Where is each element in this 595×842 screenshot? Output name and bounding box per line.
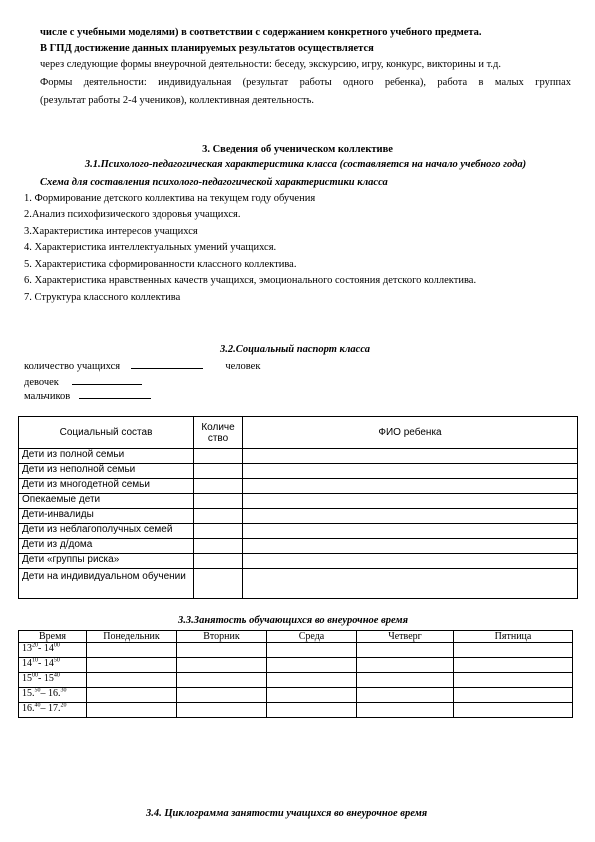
table-row: [19, 494, 578, 509]
count-cell[interactable]: [194, 554, 243, 569]
scheme-item-7: 7. Структура классного коллектива: [24, 292, 181, 303]
count-cell[interactable]: [194, 539, 243, 554]
intro-line-3: через следующие формы внеурочной деятельности: беседу, экскурсию, игру, конкурс, викторины и т.д.: [40, 59, 501, 70]
name-cell[interactable]: [243, 539, 578, 554]
name-cell[interactable]: [243, 554, 578, 569]
schedule-cell[interactable]: [357, 673, 454, 688]
count-cell[interactable]: [194, 509, 243, 524]
time-slot-cell: 15.50– 16.30: [19, 688, 87, 703]
intro-line-5: (результат работы 2-4 учеников), коллективная деятельность.: [40, 95, 314, 106]
time-slot-cell: $15^{00}-$ $15^{40}$: [19, 673, 87, 688]
schedule-cell[interactable]: [87, 643, 177, 658]
schedule-cell[interactable]: [454, 703, 573, 718]
schedule-cell[interactable]: [177, 688, 267, 703]
schedule-cell[interactable]: [177, 673, 267, 688]
table-row: [19, 524, 578, 539]
name-cell[interactable]: [243, 479, 578, 494]
name-cell[interactable]: [243, 524, 578, 539]
section-3-title: 3. Сведения об ученическом коллективе: [202, 144, 393, 155]
header-thursday: Четверг: [357, 631, 454, 643]
count-cell[interactable]: [194, 494, 243, 509]
schedule-cell[interactable]: [177, 643, 267, 658]
schedule-cell[interactable]: [454, 673, 573, 688]
section-3-3-title: 3.3.Занятость обучающихся во внеурочное время: [178, 615, 408, 626]
social-passport-header-row: [19, 417, 578, 449]
girls-count-row: [24, 374, 142, 389]
header-wednesday: Среда: [267, 631, 357, 643]
count-cell[interactable]: [194, 479, 243, 494]
social-category-cell: Дети из неполной семьи: [19, 464, 194, 479]
name-cell[interactable]: [243, 494, 578, 509]
social-category-cell: Дети из многодетной семьи: [19, 479, 194, 494]
name-cell[interactable]: [243, 449, 578, 464]
table-row: [19, 464, 578, 479]
schedule-cell[interactable]: [357, 703, 454, 718]
girls-label: девочек: [24, 377, 59, 388]
section-3-1-subtitle: 3.1.Психолого-педагогическая характеристика класса (составляется на начало учебного года): [84, 159, 527, 170]
table-row: [19, 479, 578, 494]
social-category-cell: Дети из неблагополучных семей: [19, 524, 194, 539]
table-row: [19, 643, 573, 658]
intro-line-2: В ГПД достижение данных планируемых результатов осуществляется: [40, 43, 374, 54]
schedule-cell[interactable]: [267, 643, 357, 658]
header-social-composition: Социальный состав: [19, 417, 194, 449]
social-category-cell: Опекаемые дети: [19, 494, 194, 509]
boys-count-blank[interactable]: [79, 388, 151, 399]
header-count: Количе ство: [194, 417, 243, 449]
scheme-item-3: 3.Характеристика интересов учащихся: [24, 226, 198, 237]
name-cell[interactable]: [243, 509, 578, 524]
header-tuesday: Вторник: [177, 631, 267, 643]
schedule-cell[interactable]: [267, 658, 357, 673]
schedule-cell[interactable]: [267, 688, 357, 703]
table-row: [19, 703, 573, 718]
section-3-4-title: 3.4. Циклограмма занятости учащихся во внеурочное время: [146, 808, 428, 819]
scheme-item-6: 6. Характеристика нравственных качеств учащихся, эмоционального состояния детского коллектива.: [24, 275, 477, 286]
scheme-item-1: 1. Формирование детского коллектива на текущем году обучения: [24, 193, 316, 204]
schedule-cell[interactable]: [357, 643, 454, 658]
time-slot-cell: $14^{10}-$ $14^{50}$: [19, 658, 87, 673]
boys-count-row: [24, 388, 151, 403]
social-category-cell: Дети из д/дома: [19, 539, 194, 554]
scheme-item-2: 2.Анализ психофизического здоровья учащихся.: [24, 209, 241, 220]
scheme-item-5: 5. Характеристика сформированности классного коллектива.: [24, 259, 297, 270]
schedule-cell[interactable]: [177, 703, 267, 718]
header-child-name: ФИО ребенка: [243, 417, 578, 449]
schedule-cell[interactable]: [87, 703, 177, 718]
student-count-blank[interactable]: [131, 358, 203, 369]
schedule-header-row: [19, 631, 573, 643]
student-count-row: [24, 358, 260, 373]
schedule-cell[interactable]: [357, 688, 454, 703]
table-row: [19, 539, 578, 554]
schedule-cell[interactable]: [87, 658, 177, 673]
table-row: [19, 569, 578, 599]
table-row: [19, 554, 578, 569]
schedule-cell[interactable]: [454, 643, 573, 658]
header-time: Время: [19, 631, 87, 643]
schedule-cell[interactable]: [267, 703, 357, 718]
scheme-title: Схема для составления психолого-педагогической характеристики класса: [40, 177, 388, 188]
name-cell[interactable]: [243, 569, 578, 599]
table-row: [19, 509, 578, 524]
schedule-cell[interactable]: [454, 688, 573, 703]
social-category-cell: Дети из полной семьи: [19, 449, 194, 464]
table-row: [19, 688, 573, 703]
schedule-cell[interactable]: [87, 673, 177, 688]
count-cell[interactable]: [194, 464, 243, 479]
social-category-cell: Дети «группы риска»: [19, 554, 194, 569]
intro-line-4: Формы деятельности: индивидуальная (результат работы одного ребенка), работа в малых группах: [40, 77, 571, 88]
schedule-table: [18, 630, 573, 718]
girls-count-blank[interactable]: [72, 374, 142, 385]
header-monday: Понедельник: [87, 631, 177, 643]
count-cell[interactable]: [194, 449, 243, 464]
time-slot-cell: $13^{20}-$ $14^{00}$: [19, 643, 87, 658]
table-row: [19, 658, 573, 673]
intro-line-1: числе с учебными моделями) в соответствии с содержанием конкретного учебного предмета.: [40, 27, 482, 38]
boys-label: мальчиков: [24, 391, 71, 402]
student-count-label: количество учащихся: [24, 361, 121, 372]
schedule-cell[interactable]: [267, 673, 357, 688]
social-category-cell: Дети на индивидуальном обучении: [19, 569, 194, 599]
schedule-cell[interactable]: [454, 658, 573, 673]
student-count-unit: человек: [225, 361, 261, 372]
table-row: [19, 673, 573, 688]
count-cell[interactable]: [194, 569, 243, 599]
scheme-item-4: 4. Характеристика интеллектуальных умений учащихся.: [24, 242, 277, 253]
section-3-2-title: 3.2.Социальный паспорт класса: [220, 344, 370, 355]
table-row: [19, 449, 578, 464]
count-cell[interactable]: [194, 524, 243, 539]
social-category-cell: Дети-инвалиды: [19, 509, 194, 524]
schedule-cell[interactable]: [357, 658, 454, 673]
schedule-cell[interactable]: [87, 688, 177, 703]
social-passport-table: [18, 416, 578, 599]
name-cell[interactable]: [243, 464, 578, 479]
schedule-cell[interactable]: [177, 658, 267, 673]
time-slot-cell: 16.40– 17.20: [19, 703, 87, 718]
header-friday: Пятница: [454, 631, 573, 643]
